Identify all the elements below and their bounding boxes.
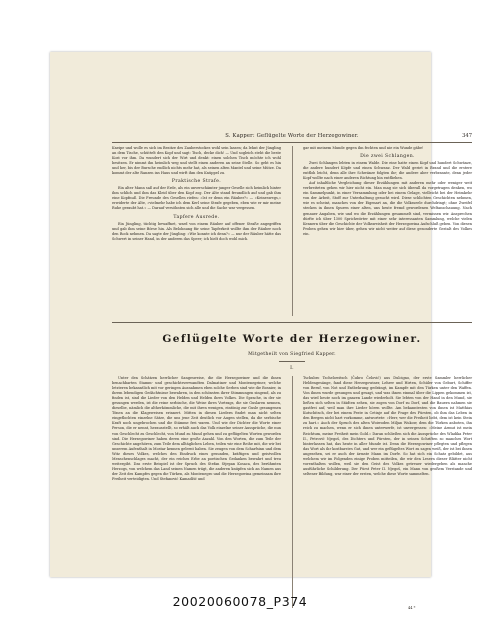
- bottom-right-column: [303, 376, 472, 604]
- signature-mark: 44 *: [408, 606, 416, 610]
- paragraph: Tschubro Tschelowitsch (Čubro Čelović) aus Dulcigno, der erste Sammler herrlicher Heldengesänge, fand diese Herzegowiner, Lehrer und Hirten, Schüler von Geburt, Schiffer von Beruf, von Not und Entbehrung gedrängt, im Kampfe mit den Türken unter den Waffen. Von ihnen wurde gesungen und gesagt, und was ihnen einmal über die Lippen gekommen ist, das wird heute noch im ganzen Lande wiederholt. Sie lebten von der Hand in den Mund, sie ließen sich selten in Städten sehen, sie zogen von Dorf zu Dorf, und die Bauern nahmen sie gastfrei auf, weil man ihre Lieder hören wollte. Am bekanntesten von ihnen ist Matthias Kutschitsch, der bei einem Feste in Cetinje auf die Frage des Fürsten, ob ihm das Leben in den Bergen nicht hart vorkomme, antwortete: »Herr, wer die Freiheit liebt, dem ist kein Stein zu hart.« Auch der Spruch des alten Woiwoden Miljan Wukow, dem die Türken anboten, ihn reich zu machen, wenn er sich ihnen unterwerfe, ist unvergessen: »Meine Armut ist mein Reichtum, meine Freiheit mein Gold.« Daran schließen sich die Aussprüche des Wladika Peter II., Petrović Njegoš, des Dichters und Fürsten, der in seinen Schriften so manches Wort hinterlassen hat, das heute in aller Munde ist. Denn die Herzegowiner pflegten und pflegen das Wort als ihr kostbarstes Gut, und wer ein geflügeltes Wort zu sagen weiß, der ist bei ihnen angesehen, sei er auch der ärmste Mann im Dorfe. So hat sich ein Schatz gebildet, aus welchem wir im Folgenden einige Proben mitteilen, die wir den Lesern dieser Blätter nicht vorenthalten wollen, weil sie den Geist des Volkes getreuer wiedergeben als manche ausführliche Schilderung. Der Fürst Peter II. Njegoš, ein Mann von großem Verstande und seltener Bildung, war einer der ersten, welche diese Worte sammelten.: [303, 376, 472, 476]
- bottom-left-column: [112, 376, 281, 614]
- article-byline: Mitgetheilt von Siegfried Kapper.: [248, 352, 336, 357]
- section-number: I.: [290, 366, 294, 371]
- running-header: [112, 130, 472, 143]
- section-heading: Tapfere Ausrede.: [173, 214, 220, 220]
- page-number: 347: [462, 133, 472, 139]
- section-heading: Praktische Strafe.: [171, 179, 222, 185]
- article-separator: [112, 322, 472, 323]
- article-title: Geflügelte Worte der Herzegowiner.: [162, 333, 422, 345]
- top-left-column: [112, 146, 281, 316]
- column-divider: [292, 376, 293, 608]
- paragraph: Ein alter Mann saß auf der Erde, als ein unverschämter junger Geselle sich heimlich hinter ihm schlich und ihm das Kleid über den Kopf zog. Der Alte stand freundlich auf und gab ihm eine Kopfnuß. Die Freunde des Gesellen riefen: »Ist er denn ein Räuber?« — »Keineswegs,« erwiderte der Alte, »vielmehr habe ich dem Kerl seine Strafe gegeben, eben wie er mir meine Ruhe geraubt hat.« — Darauf versöhnten sich alle und die Sache war vergessen.: [112, 186, 281, 211]
- paragraph: Zwei Schlangen lebten in einem Walde. Die eine hatte einen Kopf und hundert Schwänze, die andere hundert Köpfe und einen Schwanz. Der Wald geriet in Brand und die erstere entfloh leicht, denn alle ihre Schwänze folgten ihr; die andere aber verbrannte, denn jeder Kopf wollte nach einer anderen Richtung hin entfliehen.: [303, 161, 472, 181]
- column-divider: [292, 146, 293, 316]
- journal-page: [112, 130, 472, 615]
- running-header-title: S. Kapper: Geflügelte Worte der Herzegowiner.: [225, 133, 359, 139]
- paragraph: Ein Jüngling, tüchtig bewaffnet, ward von einem Räuber auf offener Straße angegriffen und gab ihm seine Börse hin. Als Belohnung für seine Tapferkeit wollte ihm der Räuber noch den Rock nehmen. Da sagte der Jüngling: »Wie konnte ich denn?« — nur der Räuber hätte das Schwert in seiner Hand, in der anderen das Speer; ich hielt doch wohl mich.: [112, 221, 281, 241]
- top-right-column: [303, 146, 472, 316]
- paragraph: gar mit meinem Munde gegen ihn fechten und nie ein Wunde gäbe!: [303, 146, 424, 150]
- image-caption: 20020060078_P374: [172, 594, 308, 609]
- byline-rule: [279, 361, 305, 362]
- paragraph: Unter den Schätzen herrlicher Sangesweise, die die Herzegowiner und die ihnen benachbarten Stamm- und geschichtsverwandten Dalmatiner und Montenegriner, welche letzteren bekanntlich mit vor geringen Ausnahmen eben solche Serben sind wie die Bosnier, in ihrem lebendigen Gedächtnisse bewahren, in den schönsten ihrer Stimmungen singend, als zu finden ist, sind die Lieder von den Helden und Helden ihres Volkes. Die Sprache, in der sie gesungen werden, ist die reine serbische, die Weise ihres Vortrags, die sie Guslaren nennen, dieselbe, nämlich die altherkömmliche, die mit ihren wenigen, eintönig zur Gusle gesungenen Tönen an die Klageweisen erinnert. Mitten in diesen Liedern findet man nicht selten eingeflochten einzelne Sätze, die uns jene Zeit deutlich vor Augen stellen, da die serbische Kraft noch ungebrochen und die Stämme frei waren. Und wie der Dichter die Worte einer Person, die er nennt, herausstellt, so erhält auch das Volk einzelne seiner Aussprüche, die nun von Geschlecht zu Geschlecht, von Mund zu Mund gehen und zu geflügelten Worten geworden sind. Die Herzegowiner haben deren eine große Anzahl. Von den Worten, die zum Teile der Geschichte angehören, zum Teile dem alltäglichen Leben, teilen wir eine Reihe mit, die wir bei unserem Aufenthalt in Mostar kennen gelernt haben. Sie zeugen von dem Scharfsinn und dem Witz dieses Volkes, welches den Eindruck eines gesunden, kräftigen und geistvollen Menschenschlages macht, der ein reiches Erbe an poetischen Gedanken bewahrt und treu weitergibt. Das erste Beispiel ist der Spruch des Stefan Stjepan Kosaca, des berühmten Herzogs, von welchem das Land seinen Namen trägt, die anderen knüpfen sich an Namen aus der Zeit des Kampfes gegen die Türken, als Montenegro und die Herzegowina gemeinsam ihre Freiheit verteidigten. Und Stefanović Kamadžić und: [112, 376, 281, 481]
- section-heading: Die zwei Schlangen.: [360, 154, 415, 160]
- paragraph: Auf inhaltliche Vergleichung dieser Erzählungen mit anderen mehr oder weniger weit verbreiteten gehen wir hier nicht ein. Man mag sie sich überall da vorgetragen denken, wo ein Sammelpunkt, in einer Versammlung oder bei einem Gelage, vielleicht bei der Heimkehr von der Arbeit, Stoff zur Unterhaltung gesucht wird. Diese schlichten Geschichten nehmen, wie es scheint, manches von der Eigenart an, die die Volksseele durchdringt; ohne Zweifel stecken in ihnen Spuren einer alten, uns heute fremd gewordenen Weltanschauung. Nach genauer Angaben, wie und wo die Erzählungen gesammelt sind, vermissen wir. Ansprechen dürfte ich über 1300 Sprichwörter mit einer sehr interessanten Sammlung, welche vielen Kennern über die Geschichte der Volksweisheit der Herzegowina Aufschluß geben. Von diesen Proben gehen wir hier über, gehen wir nicht weiter auf diese gesonderte Gestalt des Volkes ein.: [303, 181, 472, 236]
- paragraph: Kneipe und wolle es sich im Besitze des Zauberstockes wohl sein lassen; da lehnt der Jüngling an dem Tische, schüttelt den Kopf und sagt: Tisch, decke dich! — Und sogleich steht die beste Kost vor ihm. Da wundert sich der Wirt und denkt: einen solchen Tisch möchte ich wohl besitzen. Er nimmt ihn heimlich weg und stellt einen anderen an seine Stelle. So geht es hin und her, bis der Bursche endlich nichts mehr hat, als seinen alten Mantel und seine Mütze. Da kommt der alte Ranzen ins Haus und wirft ihm den Knüppel zu.: [112, 146, 281, 176]
